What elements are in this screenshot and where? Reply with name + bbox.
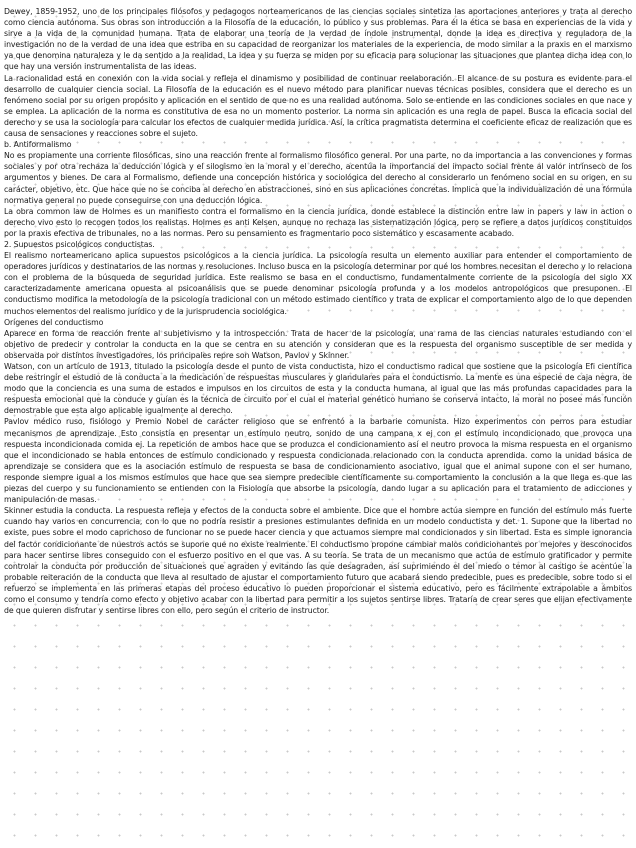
heading-antiformalismo: b. Antiformalismo [4, 140, 72, 150]
heading-origenes-conductismo: Orígenes del conductismo [4, 317, 104, 327]
document-page [4, 6, 632, 844]
heading-supuestos-psicologicos: 2. Supuestos psicológicos conductistas. [4, 239, 155, 249]
paragraph-antiformalismo-2: La obra common law de Holmes es un manifiesto contra el formalismo en la ciencia jurídica, donde establece la distinción entre law in papers y law in action o derecho vivo esto lo recogen todos los realistas. Holmes es anti Kelsen, aunque no rechaza las sistematización lógica, pero se refiere a datos jurídicos constituidos por la praxis efectiva de tribunales, no a las normas. Pero su pensamiento es fragmentario poco sistemático y escasamente acabado. [4, 206, 632, 238]
paragraph-skinner: Skinner estudia la conducta. La respuesta refleja y efectos de la conducta sobre el ambiente. Dice que el hombre actúa siempre en función del estímulo más fuerte cuando hay varios en concurrencia, con lo que no podría resistir a presiones estimulantes definida en un modelo conductista y det. 1. Supone que la libertad no existe, pues sobre el modo caprichoso de funcionar no se puede hacer ciencia y que actuamos siempre mal condicionados y sin libertad. Esta es simple ignorancia del factor condicionante de nuestros actos se supone que no existe realmente. El conductismo propone cambiar malos condicionantes por mejores y desconocidos para hacer sentirse libres conseguido con el esfuerzo positivo en el que vas. A su teoría. Se trata de un mecanismo que actúa de estímulo gratificador y permite controlar la conducta por producción de situaciones que agraden y evitando las que desagraden, así suprimiendo el del miedo o temor al castigo se acentúe la probable reiteración de la conducta que lleva al resultado de ajustar el comportamiento futuro que acabará siendo predecible, pues es predecible, sobre todo si el refuerzo se implementa en las primeras etapas del proceso educativo lo pueden proporcionar el sistema educativo, pero es fácilmente extrapolable a ámbitos como el consumo y tendría como efecto y objetivo acabar con la libertad para permitir a los sujetos sentirse libres. Trataría de crear seres que elijan efectivamente de que quieren disfrutar y sentirse libres con ello, pero según el criterio de instructor. [4, 506, 632, 616]
paragraph-racionalidad: La racionalidad está en conexión con la vida social y refleja el dinamismo y posibilidad de continuar reelaboración. El alcance de su postura es evidente para el desarrollo de cualquier ciencia social. La Filosofía de la educación es el nuevo método para planificar nuevas técnicas posibles, considera que el derecho es un fenómeno social por su origen propósito y aplicación en el sentido de que no es una realidad autónoma. Solo se entiende en las condiciones sociales en que nace y se emplea. La aplicación de la norma es constitutiva de esa no un momento posterior. La norma sin aplicación es una regla de papel. Busca la eficacia social del derecho y se usa la sociología para calcular los efectos de cualquier medida jurídica. Así, la crítica pragmatista determina el coeficiente eficaz de realización que es causa de sensaciones y reacciones sobre el sujeto. [4, 73, 632, 139]
paragraph-dewey: Dewey, 1859-1952, uno de los principales filósofos y pedagogos norteamericanos de las ciencias sociales sintetiza las aportaciones anteriores y trata al derecho como ciencia autónoma. Sus obras son introducción a la Filosofía de la educación, lo público y sus problemas. Para él la ética se basa en experiencias de la vida y sirve a la vida de la comunidad humana. Trata de elaborar una teoría de la verdad de índole instrumental, donde la idea es directiva y reguladora de la investigación no de la verdad de una idea que estriba en su capacidad de reorganizar los materiales de la experiencia, de modo similar a la praxis en el marxismo ya que denomina naturaleza y le da sentido a la realidad. La idea y su fuerza se miden por su eficacia para solucionar las situaciones que plantea dicha idea con lo que hay una versión instrumentalista de las ideas. [4, 7, 632, 72]
paragraph-realismo-psicologia: El realismo norteamericano aplica supuestos psicológicos a la ciencia jurídica. La psicología resulta un elemento auxiliar para entender el comportamiento de operadores jurídicos y destinatarios de las normas y resoluciones. Incluso busca en la psicología determinar por qué los hombres necesitan el derecho y lo relaciona con el problema de la búsqueda de seguridad jurídica. Este realismo se basa en el conductismo, fundamentalmente corriente de la psicología del siglo XX caracterizadamente americana opuesta al psicoanálisis que se puede denominar psicología profunda y a los modelos antropológicos que presuponen. El conductismo modifica la metodología de la psicología tradicional con un método estimado científico y trata de explicar el comportamiento algo de lo que dependen muchos elementos del realismo jurídico y de la jurisprudencia sociológica. [4, 251, 632, 316]
paragraph-watson: Watson, con un artículo de 1913, titulado la psicología desde el punto de vista conductista, hizo el conductismo radical que sostiene que la psicología Efi científica debe restringir el estudio de la conducta a la medicación de respuestas musculares y glandulares para el conductismo. La mente es una especie de caja negra, de modo que la conciencia es una suma de estados e impulsos en los circuitos de esta y la conducta humana, al igual que las más profundas capacidades para la respuesta emocional que la conduce y guían es la técnica de circuito por el cual el material genético humano se conserva intacto, la moral no posee más función demostrable que esta algo aplicable igualmente al derecho. [4, 362, 632, 416]
paragraph-origenes: Aparece en forma de reacción frente al subjetivismo y la introspección. Trata de hacer de la psicología, una rama de las ciencias naturales estudiando con el objetivo de predecir y controlar la conducta en la que se centra en su atención y consideran que es la respuesta del organismo susceptible de ser medida y observada por distintos investigadores, los principales repre son Watson, Pavlov y Skinner. [4, 328, 632, 360]
paragraph-antiformalismo-1: No es propiamente una corriente filosóficas, sino una reacción frente al formalismo filosófico general. Por una parte, no da importancia a las convenciones y formas sociales y por otra rechaza la deducción lógica y el silogismo en la moral y el derecho, acentúa la importancia del impacto social frente al valor intrínseco de los argumentos y bienes. De cara al Formalismo, defiende una concepción histórica y sociológica del derecho al considerarlo un fenómeno social en su origen, en su carácter, objetivo, etc. Que hace que no se conciba al derecho en abstracciones, sino en sus aplicaciones concretas. Implica que la individualización de una fórmula normativa general no puede conseguirse con una deducción lógica. [4, 151, 632, 205]
paragraph-pavlov: Pavlov médico ruso, fisiólogo y Premio Nobel de carácter religioso que se enfrentó a la barbarie comunista. Hizo experimentos con perros para estudiar mecanismos de aprendizaje. Esto consistía en presentar un estímulo neutro, sonido de una campana x ej con el estímulo incondicionado que provoca una respuesta incondicionada comida ej. La repetición de ambos hace que se produzca el condicionamiento así el neutro provoca la misma respuesta en el organismo que el incondicionado se habla entonces de estímulo condicionado y respuesta condicionada relacionado con la conducta aprendida. como la unidad básica de aprendizaje se considera que es la asociación estímulo de respuesta se basa de condicionamiento asociativo, igual que el animal supone con el ser humano, responde siempre igual a los mismos estímulos que hace que sea siempre predecible científicamente su comportamiento la conclusión a la que llega es que las piezas del cuerpo y su funcionamiento se entienden con la Fisiología que absorbe la psicología, dando lugar a su aplicación para el tratamiento de adicciones y manipulación de masas. [4, 417, 632, 505]
